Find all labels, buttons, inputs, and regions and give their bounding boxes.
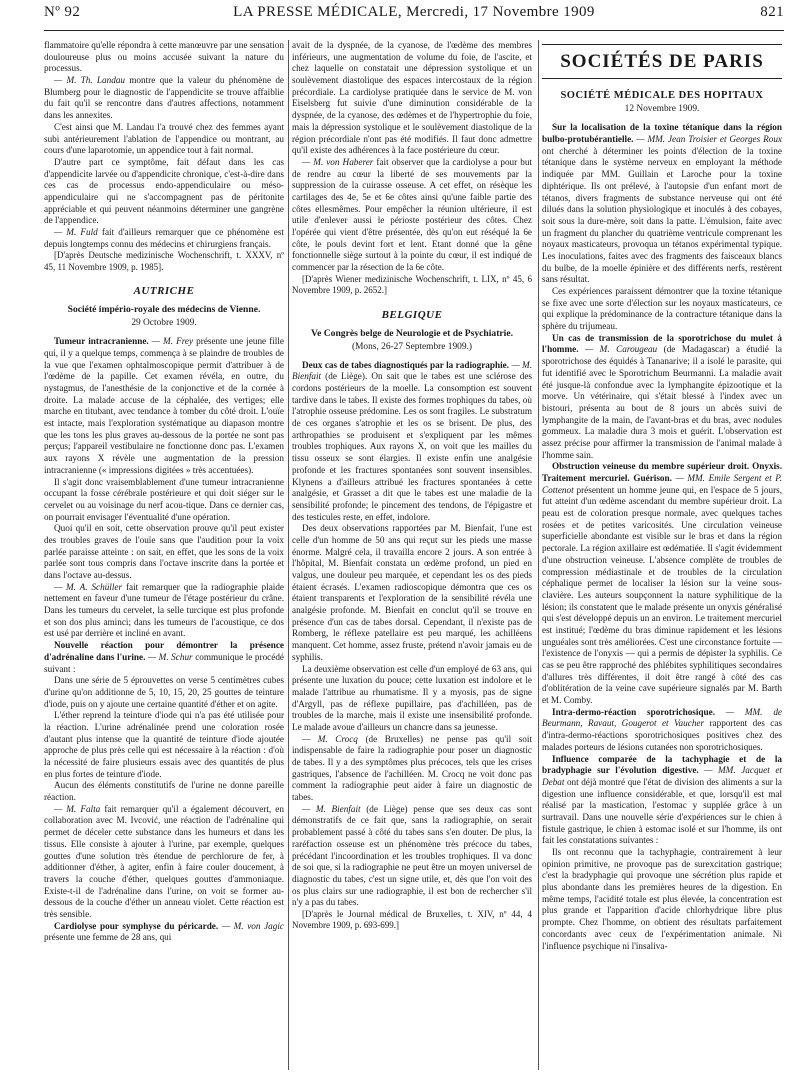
- paragraph-text: fait d'ailleurs remarquer que ce phénomène est depuis longtemps connu des médecins et chirurgiens français.: [44, 227, 284, 249]
- reference: [D'après le Journal médical de Bruxelles, t. XIV, nº 44, 4 Novembre 1909, p. 693-699.]: [292, 908, 532, 931]
- author: — M. Bienfait: [302, 803, 361, 814]
- paragraph: [542, 461, 782, 706]
- paragraph: Ils ont reconnu que la tachyphagie, contrairement à leur opinion primitive, ne provoque pas de surexcitation gastrique; c'est la bradyphagie qui provoque une sécrétion plus rapide et plus abondante dans les premières heures de la digestion. En même temps, l'acidité totale est plus élevée, la concentration est plus grande et l'apparition d'acide chlorhydrique libre plus prompte. Chez l'homme, on obtient des résultats parfaitement concordants avec ceux de l'expérimentation animale. Ni l'influence psychique ni l'insaliva-: [542, 847, 782, 951]
- paragraph-text: communique le procédé suivant :: [44, 651, 284, 674]
- column-1: [44, 40, 284, 1070]
- paragraph: [542, 707, 782, 754]
- section-banner: SOCIÉTÉS DE PARIS: [542, 44, 782, 79]
- author: — M. Fuld: [54, 227, 98, 237]
- paragraph: [542, 122, 782, 286]
- journal-title: LA PRESSE MÉDICALE, Mercredi, 17 Novembre 1909: [233, 4, 595, 20]
- column-rule-1: [288, 40, 289, 1070]
- column-3: [542, 40, 782, 1070]
- meeting-date: 12 Novembre 1909.: [624, 104, 700, 115]
- paragraph-text: ont cherché à déterminer les points d'élection de la toxine tétanique dans le système nerveux en employant la méthode indiquée par MM. Guillain et Laroche pour la toxine diphtérique. Ils ont prélevé, à l'autopsie d'un enfant mort de tétanos, divers fragments de substance nerveuse qui ont été dilués dans la solution physiologique et inoculés à des cobayes, soit sous la dure-mère, soit dans la patte. L'émulsion, faite avec un fragment du plancher du quatrième ventricule comprenant les noyaux masticateurs, provoqua un tétanos expérimental typique. Les inoculations, faites avec des fragments des faisceaux blancs du bulbe, de la moelle épinière et des différents nerfs, restèrent sans résultat.: [542, 145, 782, 285]
- paragraph: C'est ainsi que M. Landau l'a trouvé chez des femmes ayant subi antérieurement l'ablation de l'appendice ou montrant, au cours d'une laparotomie, un appendice tout à fait normal.: [44, 121, 284, 156]
- paragraph: [292, 157, 532, 274]
- paragraph: flammatoire qu'elle répondra à cette manœuvre par une sensation douloureuse plus ou moins accusée suivant la nature du processus.: [44, 40, 284, 74]
- paragraph: Dans une série de 5 éprouvettes on verse 5 centimètres cubes d'urine qu'on additionne de 5, 10, 15, 20, 25 gouttes de teinture d'iode, puis on y ajoute une certaine quantité d'éther et on agite.: [44, 675, 284, 709]
- society-heading: Société império-royale des médecins de Vienne.: [67, 304, 261, 316]
- meeting-date: 29 Octobre 1909.: [131, 318, 197, 329]
- author: — M. Schur: [145, 651, 193, 662]
- author: — M. Crocq: [302, 733, 358, 744]
- topic-title: Obstruction veineuse du membre supérieur droit. Onyxis. Traitement mercuriel. Guérison.: [542, 461, 782, 484]
- paragraph-text: (de Liège) pense que ses deux cas sont démonstratifs de ce fait que, sans la radiographie, on serait probablement passé à côté du tabes sans s'en douter. De plus, la raréfaction osseuse est un phénomène très précoce du tabes, précédant l'incoordination et les troubles trophiques. Il va donc de soi que, si la radiographie ne peut être un moyen universel de diagnostic du tabes, c'est un signe utile, et, dès que l'on voit des os plus clairs sur une radiographie, il est bon de rechercher s'il n'y a pas du tabes.: [292, 803, 532, 908]
- author: — M. A. Schüller: [54, 581, 123, 592]
- topic-title: Nouvelle réaction pour démontrer la présence d'adrénaline dans l'urine.: [44, 640, 284, 662]
- paragraph-text: présentent un homme jeune qui, en l'espace de 5 jours, fut atteint d'un œdème ascendant du membre supérieur droit. La peau est de coloration presque normale, avec quelques taches rosées et de petites varicosités. Une circulation veineuse superficielle abondante est visible sur le bras et dans la région pectorale. La région axillaire est œdématiée. Il s'agit évidemment d'une obstruction veineuse. L'absence complète de troubles de compression médiastinale et de troubles de la circulation céphalique permet de localiser la lésion sur la veine sous-clavière. Les auteurs soupçonnent la nature syphilitique de la lésion; ils constatent que le malade présente un onyxis généralisé qui s'est développé depuis un an environ. Le traitement mercuriel est institué; l'œdème du bras diminue rapidement et les lésions unguéales sont très améliorées. C'est une circonstance fortuite — l'existence de l'onyxis — qui a permis de dépister la syphilis. Ce cas se peu être rapproché des phlébites syphilitiques secondaires d'allures très différentes, il doit être rangé à côté des cas d'oblitération de la veine cave supérieure signalés par M. Barth et M. Comby.: [542, 484, 782, 706]
- column-2: [292, 40, 532, 1070]
- author: — MM. Emile Sergent et P. Cottenot: [542, 473, 782, 495]
- topic-title: Intra-dermo-réaction sporotrichosique.: [552, 706, 716, 717]
- reference: [D'après Wiener medizinische Wochenschrift, t. LIX, nº 45, 6 Novembre 1909, p. 2652.]: [292, 273, 532, 296]
- paragraph-text: (de Liège). On sait que le tabes est une sclérose des cordons postérieurs de la moelle. La consomption est souvent tardive dans le tabes. Il existe des formes trophiques du tabes, où l'atrophie osseuse prédomine. Les os sont fragiles. Le substratum de ces organes s'atrophie et les os se brisent. De plus, des arthropathies se produisent et s'expliquent par les mêmes troubles trophiques. Aux rayons X, on voit que les mailles du tissu osseux se sont élargies. Il existe enfin une analgésie profonde et les fractures spontanées sont souvent insensibles. Klynens a d'ailleurs attribué les fractures spontanées à cette analgésie, et Grasset a dit que le tabes est une maladie de la sensibilité profonde; le pincement des tendons, de l'épigastre et des testicules reste, en effet, indolore.: [292, 371, 532, 522]
- paragraph: [44, 227, 284, 250]
- paragraph: L'éther reprend la teinture d'iode qui n'a pas été utilisée pour la réaction. L'urine adrénalinée prend une coloration rosée d'autant plus intense que la quantité de teinture d'iode ajoutée approche de plus près celle qui est nécessaire à la réaction : d'où la nécessité de faire plusieurs essais avec des quantités de plus en plus fortes de teinture d'iode.: [44, 710, 284, 779]
- column-rule-2: [538, 40, 539, 1070]
- paragraph: [542, 754, 782, 848]
- society-heading: SOCIÉTÉ MÉDICALE DES HOPITAUX: [560, 90, 764, 102]
- author: — MM. Jean Troisier et Georges Roux: [633, 134, 782, 145]
- paragraph-text: (de Bruxelles) ne pense pas qu'il soit indispensable de faire la radiographie pour poser un diagnostic de tabes. Il y a des symptômes plus précoces, tels que les crises gastriques, l'absence de l'achilléen. M. Crocq ne voit donc pas comment la radiographie peut aider à faire un diagnostic de tabes.: [292, 733, 532, 803]
- paragraph: Ces expériences paraissent démontrer que la toxine tétanique se fixe avec une sorte d'élection sur les noyaux masticateurs, ce qui explique la prédominance de la contracture tétanique dans la sphère du trijumeau.: [542, 286, 782, 332]
- topic-title: Deux cas de tabes diagnostiqués par la radiographie.: [302, 359, 510, 370]
- paragraph-text: présente une jeune fille qui, il y a quelque temps, commença à se plaindre de troubles de la vue que l'examen ophtalmoscopique permit d'attribuer à de l'œdème de la papille. Cet examen révéla, en outre, du nystagmus, de l'anesthésie de la conjonctive et de la cornée à droite. La malade accuse de la céphalée, des vertiges; elle marche en titubant, avec tendance à tomber du côté droit. L'ouïe est intacte, mais l'exploration systématique au diapason montre que les tons les plus graves au-dessous de la portée ne sont pas perçus; l'appareil vestibulaire ne fonctionne donc pas. L'examen aux rayons X révèle une augmentation de la pression intracranienne (« impressions digitées » très accentuées).: [44, 336, 284, 475]
- page-number: 821: [760, 4, 784, 20]
- meeting-date: (Mons, 26-27 Septembre 1909.): [351, 341, 473, 352]
- paragraph: [44, 640, 284, 675]
- topic-title: Tumeur intracranienne.: [54, 336, 149, 347]
- paragraph: [292, 360, 532, 524]
- paragraph-text: montre que la valeur du phénomène de Blumberg pour le diagnostic de l'appendicite se trouve affaiblie du fait qu'il se rencontre dans d'autres affections, notamment dans les annexites.: [44, 75, 284, 121]
- paragraph: [542, 333, 782, 462]
- author: — M. Th. Landau: [54, 75, 126, 86]
- paragraph: [44, 804, 284, 921]
- paragraph: Des deux observations rapportées par M. Bienfait, l'une est celle d'un homme de 50 ans qui reçut sur les pieds une masse énorme. Malgré cela, il travailla encore 2 jours. A son entrée à l'hôpital, M. Bienfait constata un œdème profond, un pied en valgus, une douleur peu marquée, et cependant les os des pieds étaient écrasés. L'examen radioscopique démontra que ces os étaient transparents et l'exploration de la sensibilité révéla une analgésie profonde. M. Bienfait en conclut qu'il se trouve en présence d'un cas de tabes dorsal. Cependant, il n'existe pas de Romberg, le réflexe patellaire est peu marqué, les achilléens manquent. Cet homme, assez fruste, prétend n'avoir jamais eu de syphilis.: [292, 523, 532, 662]
- paragraph: Il s'agit donc vraisemblablement d'une tumeur intracranienne occupant la fosse cérébrale postérieure et qui doit siéger sur le cervelet ou au voisinage du nerf acou-tique. Dans ce dernier cas, on pourrait envisager l'éventualité d'une opération.: [44, 476, 284, 522]
- header-rule: [44, 30, 784, 31]
- author: — M. von Haberer: [302, 156, 374, 167]
- paragraph: Quoi qu'il en soit, cette observation prouve qu'il peut exister des troubles graves de l'ouïe sans que l'audition pour la voix parlée paraisse atteinte : on sait, en effet, que les sons de la voix parlée sont tous compris dans l'octave inscrite dans la portée et dans l'octave au-dessus.: [44, 523, 284, 581]
- paragraph-text: rapportent des cas d'intra-dermo-réactions sporotrichosiques positives chez des malades porteurs de lésions cutanées non sporotrichosiques.: [542, 718, 782, 752]
- paragraph: [44, 921, 284, 944]
- reference: [D'après Deutsche medizinische Wochenschrift, t. XXXV, nº 45, 11 Novembre 1909, p. 1985].: [44, 250, 284, 272]
- running-head: [44, 0, 784, 30]
- paragraph-text: fait remarquer qu'il a également découvert, en collaboration avec M. Ivcović, une réaction de l'adrénaline qui permet de déceler cette substance dans les humeurs et dans les tissus. Elle consiste à ajouter à l'urine, par exemple, quelques gouttes d'une solution très étendue de perchlorure de fer, à additionner d'éther, à agiter, enfin à faire couler doucement, à travers la couche d'éther, quelques gouttes d'ammoniaque. Existe-t-il de l'adrénaline dans l'urine, on voit se former au-dessous de la couche d'éther un anneau violet. Cette réaction est très sensible.: [44, 803, 284, 919]
- paragraph-text: présente une femme de 28 ans, qui: [44, 932, 172, 943]
- paragraph: D'autre part ce symptôme, fait défaut dans les cas d'appendicite larvée ou d'appendicite chronique, c'est-à-dire dans ces cas de processus endo-appendiculaire ou méso-appendiculaire qui ne s'accompagnent pas de péritonite appréciable et qui peuvent néanmoins déterminer une gangrène de l'appendice.: [44, 156, 284, 226]
- paragraph: Aucun des éléments constitutifs de l'urine ne donne pareille réaction.: [44, 780, 284, 803]
- society-heading: Ve Congrès belge de Neurologie et de Psychiatrie.: [311, 327, 513, 339]
- paragraph: [44, 336, 284, 476]
- topic-title: Un cas de transmission de la sporotrichose du mulet à l'homme.: [542, 332, 782, 355]
- author: — MM. Jacquet et Debat: [542, 765, 782, 787]
- paragraph: [44, 75, 284, 122]
- paragraph: [44, 582, 284, 640]
- author: — MM. de Beurmann, Ravaut, Gougerot et Vaucher: [542, 706, 782, 729]
- author: — M. Carougeau: [578, 344, 658, 355]
- paragraph-text: fait remarquer que la radiographie plaide nettement en faveur d'une tumeur de l'étage postérieur du crâne. Dans les tumeurs du cervelet, la selle turcique est plus profonde et son dos plus aminci; dans les tumeurs de l'acoustique, ce dos est usé par derrière et incliné en avant.: [44, 581, 284, 639]
- author: — M. Bienfait: [292, 359, 532, 382]
- paragraph-text: fait observer que la cardiolyse a pour but de rendre au cœur la liberté de ses mouvements par la suppression de la cuirasse osseuse. A cet effet, on résèque les cartilages des 4e, 5e et 6e côtes ainsi qu'une faible partie des côtes ellesmêmes. Pour empêcher la réunion ultérieure, il est utile d'enlever aussi le périoste postérieur des côtes. Chez l'opérée qui vient d'être présentée, dès qu'on eut réséqué la 6e côte, le pouls devint fort et lent. Etant donné que la gêne fonctionnelle siège surtout à la pointe du cœur, il est indiqué de commencer par la résection de la 6e côte.: [292, 156, 532, 273]
- paragraph: [292, 804, 532, 909]
- author: — M. Frey: [148, 336, 194, 347]
- section-heading: BELGIQUE: [381, 308, 443, 321]
- issue-number: Nº 92: [44, 4, 81, 20]
- paragraph-text: ont déjà montré que l'état de division des aliments a sur la digestion une influence considérable, et que, lorsqu'il est mal réalisé par la mastication, l'estomac y supplée grâce à un surtravail. Dans une nouvelle série d'expériences sur le chien à fistule gastrique, le chien à estomac isolé et sur l'homme, ils ont fait les constatations suivantes :: [542, 776, 782, 846]
- paragraph: [292, 734, 532, 804]
- paragraph: avait de la dyspnée, de la cyanose, de l'œdème des membres inférieurs, une augmentation de volume du foie, de l'ascite, et chez laquelle on constatait une dépression systolique et un soulèvement diastolique des espaces intercostaux de la région précordiale. La cardiolyse pratiquée dans le service de M. von Eiselsberg fut suivie d'une diminution considérable de la dyspnée, de la cyanose, des œdèmes et de l'hypertrophie du foie, mais la dépression systolique et le soulèvement diastolique de la région précordiale n'ont pas été modifiés. Il faut donc admettre qu'il existe des adhérences à la face postérieure du cœur.: [292, 40, 532, 156]
- paragraph: La deuxième observation est celle d'un employé de 63 ans, qui présente une luxation du pouce; cette luxation est indolore et le malade l'attribue au rhumatisme. Il y a myosis, pas de signe d'Argyll, pas de réflexe pupillaire, pas d'achilléen, pas de troubles de la marche, mais il existe une insensibilité profonde. Le malade avoue d'ailleurs un chancre dans sa jeunesse.: [292, 663, 532, 732]
- author: — M. Falta: [54, 803, 101, 814]
- topic-title: Sur la localisation de la toxine tétanique dans la région bulbo-protubérantielle.: [542, 122, 782, 145]
- section-heading: AUTRICHE: [133, 285, 195, 298]
- topic-title: Influence comparée de la tachyphagie et de la bradyphagie sur l'évolution digestive.: [542, 753, 782, 776]
- paragraph-text: (de Madagascar) a étudié la sporotrichose des équidés à Tananarive; il a isolé le parasite, qui fut identifié avec le Sporotrichum Beurmanni. La maladie avait été jusque-là confondue avec la lymphangite épizootique et la morve. Un vétérinaire, qui s'était blessé à l'index avec un bistouri, présenta au bout de 8 jours un abcès suivi de lymphangite de la main, de l'avant-bras et du bras, avec nodules gommeux. La maladie dura 3 mois et guérit. L'observation est assez précise pour affirmer la transmission de l'animal malade à l'homme sain.: [542, 344, 782, 460]
- author: — M. von Jagic: [218, 920, 284, 931]
- topic-title: Cardiolyse pour symphyse du péricarde.: [54, 920, 219, 931]
